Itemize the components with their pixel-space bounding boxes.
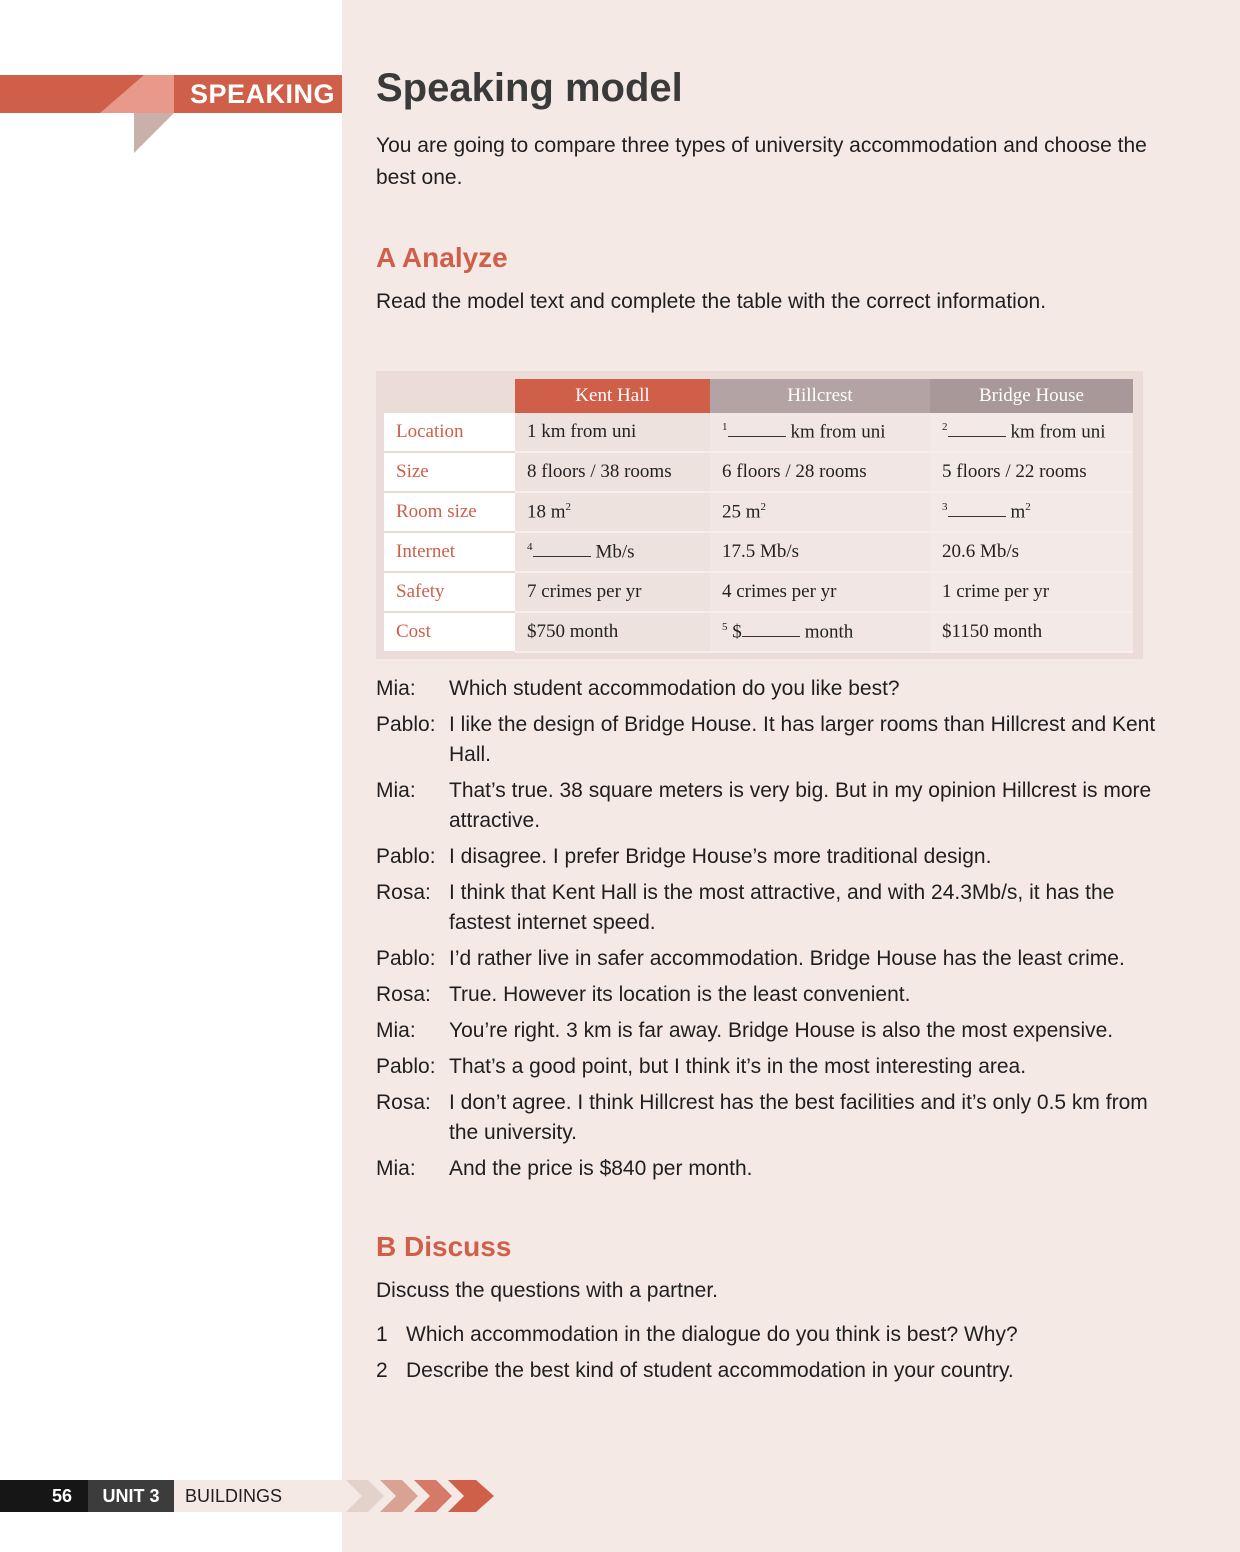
speaker: Pablo:	[376, 947, 436, 970]
cell-unit: m	[1010, 501, 1026, 523]
list-item	[376, 1356, 1018, 1386]
table-row	[384, 532, 1133, 572]
cell-unit: km from uni	[790, 421, 886, 443]
dialogue-line	[376, 1154, 1156, 1184]
section-a-heading: A Analyze	[376, 242, 508, 273]
cell	[515, 492, 710, 532]
speaker: Rosa:	[376, 881, 431, 904]
cell-blank-3	[930, 492, 1133, 532]
cell-prefix: $	[732, 621, 742, 643]
speech: I disagree. I prefer Bridge House’s more traditional design.	[449, 845, 992, 868]
blank-line[interactable]	[728, 422, 786, 437]
cell: 17.5 Mb/s	[710, 532, 930, 572]
cell: $750 month	[515, 612, 710, 652]
cell-blank-1	[710, 413, 930, 452]
table-row	[384, 492, 1133, 532]
dialogue-line	[376, 710, 1156, 770]
blank-number: 2	[942, 420, 948, 433]
cell-unit: month	[804, 621, 854, 643]
unit-label: UNIT 3	[88, 1480, 174, 1512]
cell-value: 18 m	[527, 501, 566, 523]
cell: 1 km from uni	[515, 413, 710, 452]
row-label: Location	[384, 413, 515, 452]
table-corner	[384, 379, 515, 413]
cell: 8 floors / 38 rooms	[515, 452, 710, 492]
header-kent-hall: Kent Hall	[515, 379, 710, 413]
blank-number: 3	[942, 500, 948, 513]
question-number: 2	[376, 1359, 388, 1382]
cell-blank-2	[930, 413, 1133, 452]
cell: 20.6 Mb/s	[930, 532, 1133, 572]
speaker: Pablo:	[376, 713, 436, 736]
squared-sup: 2	[565, 500, 572, 513]
speech: I think that Kent Hall is the most attractive, and with 24.3Mb/s, it has the fastest internet speed.	[449, 881, 1115, 934]
cell	[710, 492, 930, 532]
speech: Which student accommodation do you like best?	[449, 677, 900, 700]
chevron-arrows-icon	[346, 1480, 496, 1512]
table-header-row	[384, 379, 1133, 413]
cell-unit: Mb/s	[595, 541, 635, 563]
blank-line[interactable]	[948, 502, 1006, 517]
row-label: Internet	[384, 532, 515, 572]
speech: That’s true. 38 square meters is very big. But in my opinion Hillcrest is more attractive.	[449, 779, 1152, 832]
speech: And the price is $840 per month.	[449, 1157, 753, 1180]
dialogue-line	[376, 674, 1156, 704]
banner-label: SPEAKING	[190, 79, 336, 109]
speech: I’d rather live in safer accommodation. Bridge House has the least crime.	[449, 947, 1125, 970]
table-row	[384, 452, 1133, 492]
cell: 6 floors / 28 rooms	[710, 452, 930, 492]
blank-line[interactable]	[533, 542, 591, 557]
banner-flag-icon	[100, 75, 180, 153]
list-item	[376, 1320, 1018, 1350]
header-hillcrest: Hillcrest	[710, 379, 930, 413]
question-number: 1	[376, 1323, 388, 1346]
table-row	[384, 572, 1133, 612]
squared-sup: 2	[1025, 500, 1031, 513]
speaker: Rosa:	[376, 1091, 431, 1114]
cell-blank-5	[710, 612, 930, 652]
speech: I don’t agree. I think Hillcrest has the best facilities and it’s only 0.5 km from the university.	[449, 1091, 1148, 1144]
cell-unit: km from uni	[1010, 421, 1106, 443]
question-text: Which accommodation in the dialogue do you think is best? Why?	[406, 1323, 1018, 1346]
section-a-instruction: Read the model text and complete the table with the correct information.	[376, 290, 1047, 313]
table-row	[384, 612, 1133, 652]
cell: 1 crime per yr	[930, 572, 1133, 612]
dialogue-line	[376, 980, 1156, 1010]
discussion-questions	[376, 1320, 1018, 1392]
cell: $1150 month	[930, 612, 1133, 652]
dialogue-line	[376, 842, 1156, 872]
dialogue-line	[376, 1016, 1156, 1046]
blank-number: 1	[722, 420, 728, 433]
cell: 5 floors / 22 rooms	[930, 452, 1133, 492]
cell: 4 crimes per yr	[710, 572, 930, 612]
dialogue-line	[376, 878, 1156, 938]
speaker: Mia:	[376, 779, 416, 802]
intro-text: You are going to compare three types of university accommodation and choose the best one.	[376, 134, 1147, 189]
blank-number: 4	[527, 540, 533, 553]
blank-line[interactable]	[948, 422, 1006, 437]
question-text: Describe the best kind of student accommodation in your country.	[406, 1359, 1014, 1382]
squared-sup: 2	[760, 500, 767, 513]
speech: True. However its location is the least convenient.	[449, 983, 911, 1006]
speaker: Pablo:	[376, 845, 436, 868]
blank-line[interactable]	[742, 622, 800, 637]
row-label: Safety	[384, 572, 515, 612]
header-bridge-house: Bridge House	[930, 379, 1133, 413]
comparison-table	[384, 379, 1133, 653]
table-row	[384, 413, 1133, 452]
speech: That’s a good point, but I think it’s in the most interesting area.	[449, 1055, 1027, 1078]
blank-number: 5	[722, 620, 728, 633]
speech: You’re right. 3 km is far away. Bridge House is also the most expensive.	[449, 1019, 1114, 1042]
speaker: Pablo:	[376, 1055, 436, 1078]
speech: I like the design of Bridge House. It has larger rooms than Hillcrest and Kent Hall.	[449, 713, 1156, 766]
section-b-instruction: Discuss the questions with a partner.	[376, 1279, 719, 1302]
dialogue	[376, 674, 1156, 1190]
cell-value: 25 m	[722, 501, 761, 523]
cell: 7 crimes per yr	[515, 572, 710, 612]
row-label: Size	[384, 452, 515, 492]
row-label: Cost	[384, 612, 515, 652]
speaker: Mia:	[376, 1157, 416, 1180]
page-title: Speaking model	[376, 66, 683, 110]
speaker: Rosa:	[376, 983, 431, 1006]
dialogue-line	[376, 944, 1156, 974]
unit-topic: BUILDINGS	[174, 1480, 354, 1512]
speaker: Mia:	[376, 1019, 416, 1042]
speaker: Mia:	[376, 677, 416, 700]
dialogue-line	[376, 776, 1156, 836]
cell-blank-4	[515, 532, 710, 572]
section-b-heading: B Discuss	[376, 1231, 512, 1262]
dialogue-line	[376, 1088, 1156, 1148]
row-label: Room size	[384, 492, 515, 532]
dialogue-line	[376, 1052, 1156, 1082]
page-number: 56	[0, 1480, 88, 1512]
